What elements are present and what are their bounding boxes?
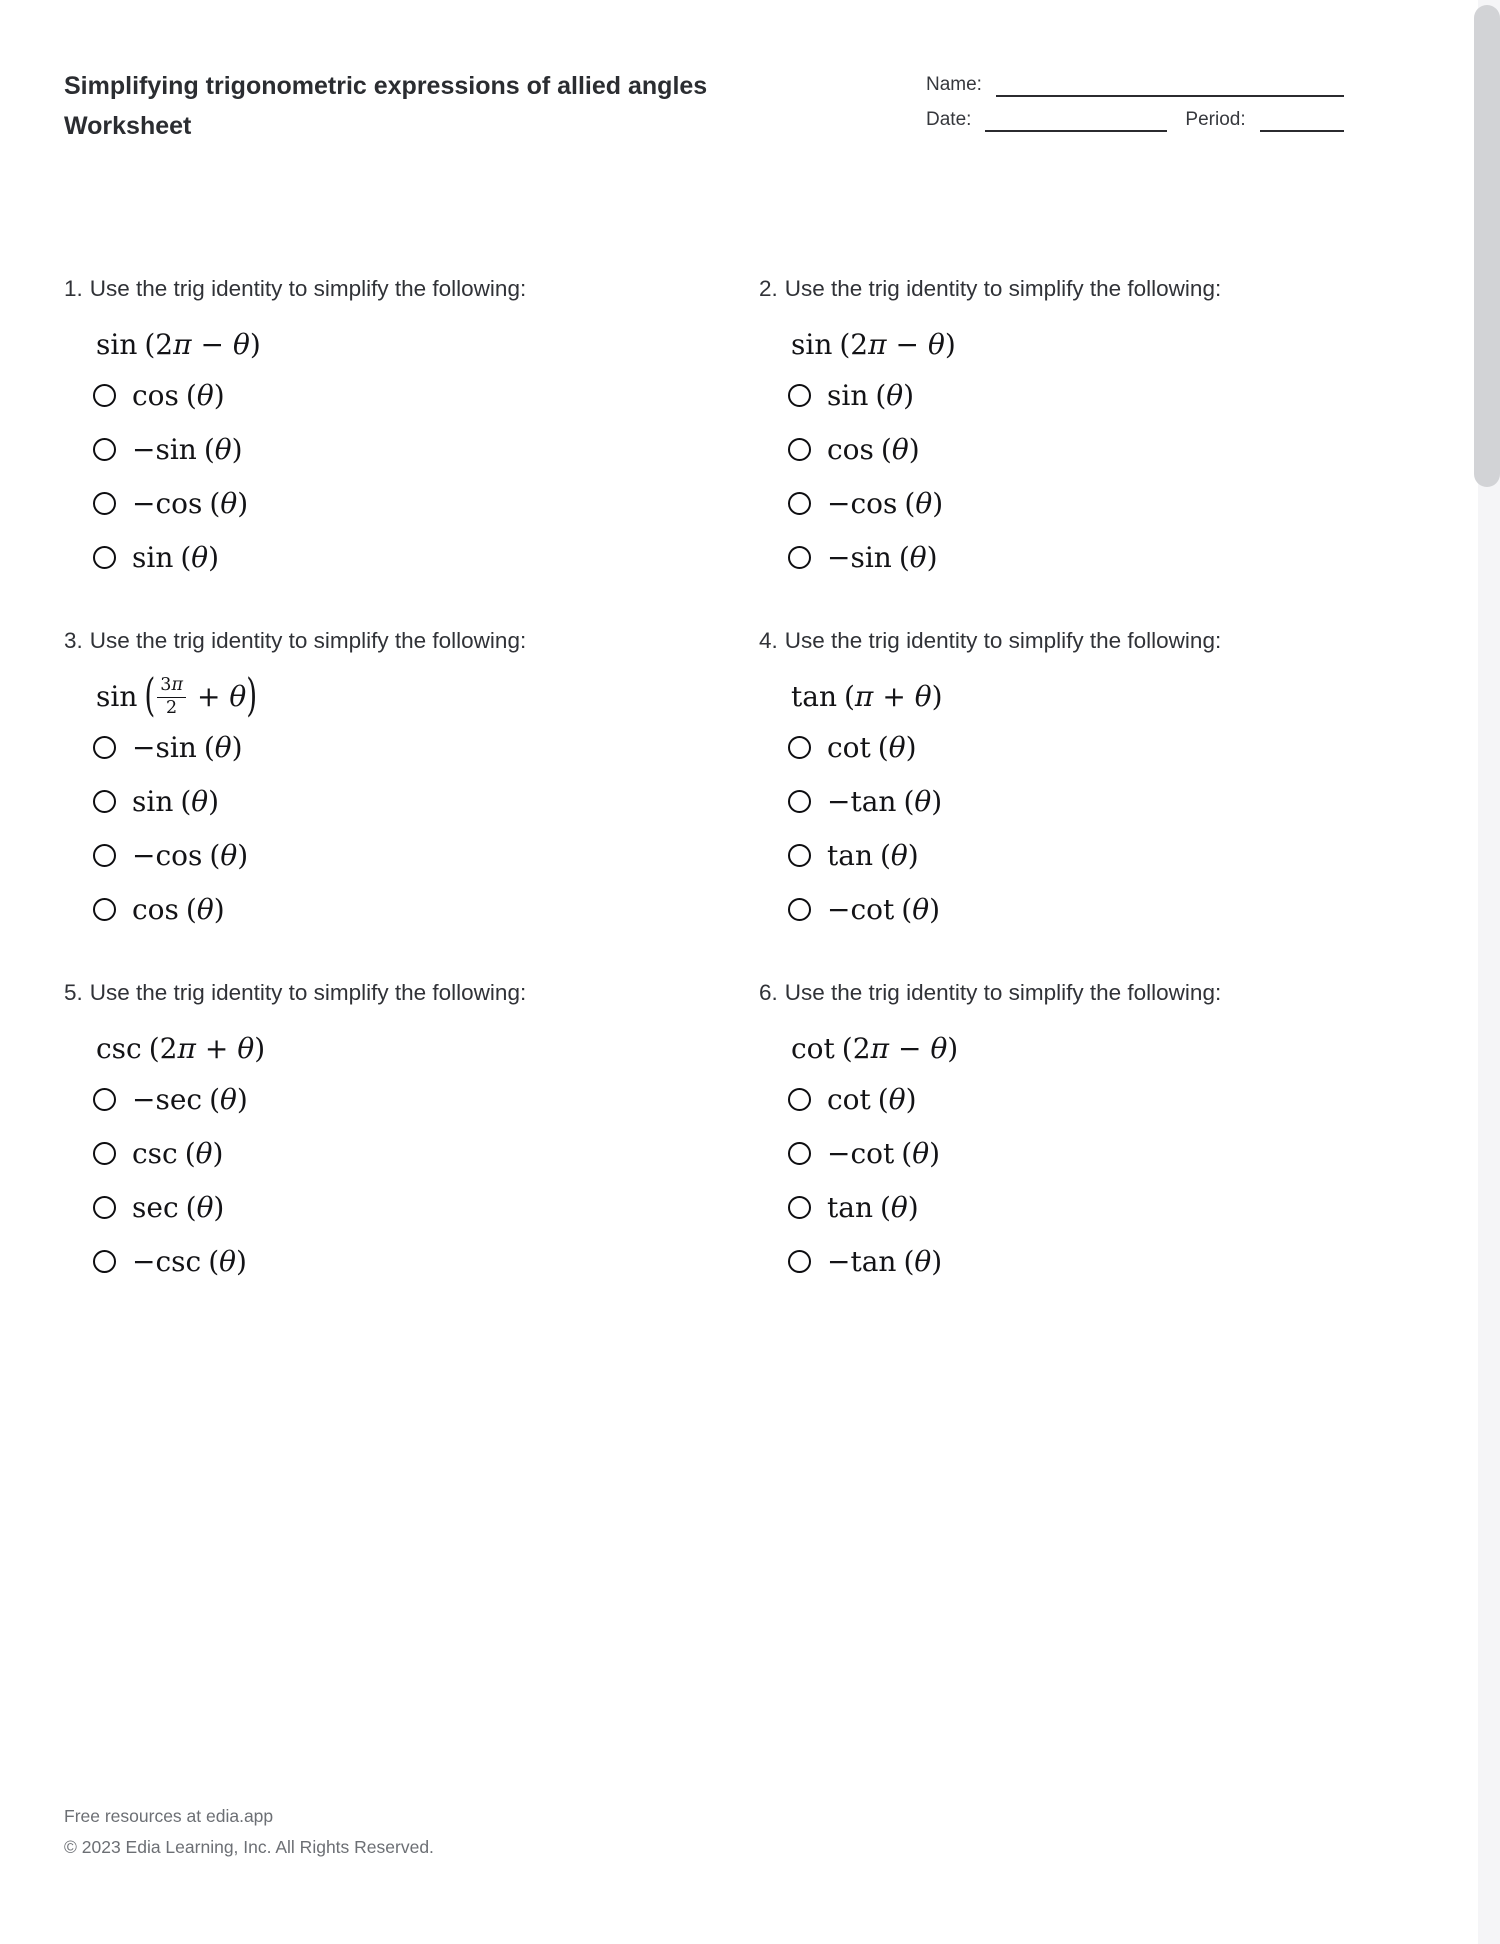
- right-paren: ): [931, 679, 943, 713]
- answer-option[interactable]: [788, 838, 1344, 872]
- left-paren: (: [144, 327, 156, 361]
- answer-option-label: − csc ( θ ): [132, 1244, 247, 1278]
- theta-symbol: θ: [229, 679, 247, 713]
- question-number: 6.: [759, 980, 778, 1005]
- name-field-row: [926, 74, 1344, 100]
- radio-button[interactable]: [788, 546, 811, 569]
- answer-option[interactable]: [788, 1136, 1344, 1170]
- left-paren: (: [839, 327, 851, 361]
- pi-symbol: π: [854, 679, 874, 713]
- right-paren: ): [947, 1031, 959, 1065]
- answer-option[interactable]: [788, 892, 1344, 926]
- question-number: 2.: [759, 276, 778, 301]
- answer-option[interactable]: [93, 1082, 649, 1116]
- trig-function: tan: [791, 679, 837, 713]
- answer-option[interactable]: [93, 378, 649, 412]
- question-prompt: [64, 626, 649, 656]
- question-prompt: [64, 274, 649, 304]
- question-prompt-text: Use the trig identity to simplify the following:: [784, 980, 1222, 1005]
- date-label: Date:: [926, 109, 972, 130]
- theta-symbol: θ: [928, 327, 945, 361]
- radio-button[interactable]: [93, 546, 116, 569]
- answer-option[interactable]: [788, 540, 1344, 574]
- radio-button[interactable]: [93, 492, 116, 515]
- operator: +: [882, 679, 906, 713]
- answer-option-label: − sec ( θ ): [132, 1082, 248, 1116]
- right-paren: ): [254, 1031, 266, 1065]
- answer-option[interactable]: [788, 1082, 1344, 1116]
- date-period-field-row: [926, 109, 1344, 135]
- answer-option[interactable]: [788, 432, 1344, 466]
- trig-function: sin: [96, 679, 138, 713]
- name-blank-line: [996, 95, 1344, 97]
- radio-button[interactable]: [93, 844, 116, 867]
- answer-option-label: − sin ( θ ): [827, 540, 938, 574]
- answer-option[interactable]: [93, 1244, 649, 1278]
- radio-button[interactable]: [93, 438, 116, 461]
- answer-option-label: cot ( θ ): [827, 730, 917, 764]
- answer-option-label: − cot ( θ ): [827, 1136, 940, 1170]
- right-paren: ): [249, 327, 261, 361]
- answer-option-label: sec ( θ ): [132, 1190, 225, 1224]
- question-number: 1.: [64, 276, 83, 301]
- radio-button[interactable]: [788, 1142, 811, 1165]
- answer-option[interactable]: [93, 540, 649, 574]
- answer-option-label: sin ( θ ): [132, 784, 220, 818]
- operator: +: [204, 1031, 229, 1065]
- answer-option[interactable]: [93, 784, 649, 818]
- pi-symbol: π: [177, 1031, 196, 1065]
- name-label: Name:: [926, 74, 982, 95]
- worksheet-title-line2: Worksheet: [64, 112, 192, 140]
- radio-button[interactable]: [788, 1250, 811, 1273]
- answer-option[interactable]: [93, 432, 649, 466]
- radio-button[interactable]: [788, 790, 811, 813]
- answer-option[interactable]: [788, 378, 1344, 412]
- trig-function: sin: [96, 327, 138, 361]
- answer-option-label: − sin ( θ ): [132, 730, 243, 764]
- period-blank-line: [1260, 130, 1344, 132]
- pi-symbol: π: [868, 327, 887, 361]
- question-prompt-text: Use the trig identity to simplify the following:: [784, 276, 1222, 301]
- question-2: [759, 274, 1344, 574]
- question-3: [64, 626, 649, 926]
- operator: −: [897, 1031, 922, 1065]
- radio-button[interactable]: [93, 736, 116, 759]
- worksheet-title-line1: Simplifying trigonometric expressions of allied angles: [64, 72, 708, 100]
- pi-symbol: π: [870, 1031, 889, 1065]
- math-expression: [96, 318, 649, 370]
- worksheet-title: [64, 66, 707, 146]
- answer-option-label: − cos ( θ ): [827, 486, 944, 520]
- radio-button[interactable]: [93, 1088, 116, 1111]
- question-number: 5.: [64, 980, 83, 1005]
- answer-option-label: − cot ( θ ): [827, 892, 940, 926]
- radio-button[interactable]: [93, 790, 116, 813]
- radio-button[interactable]: [788, 898, 811, 921]
- trig-function: cot: [791, 1031, 835, 1065]
- coefficient: 2: [155, 327, 174, 361]
- answer-option-label: − cos ( θ ): [132, 838, 249, 872]
- question-4: [759, 626, 1344, 926]
- answer-option-label: sin ( θ ): [132, 540, 220, 574]
- answer-option-label: cos ( θ ): [827, 432, 920, 466]
- question-number: 4.: [759, 628, 778, 653]
- radio-button[interactable]: [788, 844, 811, 867]
- right-paren: ): [246, 668, 258, 722]
- coefficient: 2: [159, 1031, 178, 1065]
- coefficient: 2: [852, 1031, 871, 1065]
- theta-symbol: θ: [930, 1031, 948, 1065]
- trig-function: csc: [96, 1031, 142, 1065]
- radio-button[interactable]: [788, 492, 811, 515]
- math-expression: [791, 670, 1344, 722]
- answer-option[interactable]: [788, 1190, 1344, 1224]
- questions-grid: [64, 274, 1500, 1278]
- operator: −: [200, 327, 224, 361]
- radio-button[interactable]: [93, 1196, 116, 1219]
- radio-button[interactable]: [788, 736, 811, 759]
- radio-button[interactable]: [93, 1250, 116, 1273]
- answer-option-label: tan ( θ ): [827, 838, 919, 872]
- question-prompt: [759, 978, 1344, 1008]
- footer-resources-text: Free resources at edia.app: [64, 1806, 274, 1826]
- question-6: [759, 978, 1344, 1278]
- answer-option-label: sin ( θ ): [827, 378, 915, 412]
- coefficient: 2: [850, 327, 869, 361]
- question-prompt: [64, 978, 649, 1008]
- radio-button[interactable]: [788, 1196, 811, 1219]
- theta-symbol: θ: [233, 327, 250, 361]
- operator: +: [196, 679, 221, 713]
- question-5: [64, 978, 649, 1278]
- pi-symbol: π: [173, 327, 192, 361]
- question-number: 3.: [64, 628, 83, 653]
- answer-option[interactable]: [788, 784, 1344, 818]
- radio-button[interactable]: [93, 1142, 116, 1165]
- answer-option[interactable]: [788, 486, 1344, 520]
- math-expression: [96, 1022, 649, 1074]
- answer-option-label: − tan ( θ ): [827, 784, 943, 818]
- radio-button[interactable]: [93, 898, 116, 921]
- question-prompt: [759, 626, 1344, 656]
- scrollbar-thumb[interactable]: [1474, 5, 1500, 487]
- answer-option-label: csc ( θ ): [132, 1136, 224, 1170]
- question-prompt-text: Use the trig identity to simplify the following:: [89, 276, 527, 301]
- trig-function: sin: [791, 327, 833, 361]
- math-expression: [791, 318, 1344, 370]
- answer-option-label: − tan ( θ ): [827, 1244, 943, 1278]
- math-expression: [791, 1022, 1344, 1074]
- answer-option[interactable]: [788, 1244, 1344, 1278]
- question-prompt-text: Use the trig identity to simplify the following:: [89, 628, 527, 653]
- radio-button[interactable]: [788, 384, 811, 407]
- question-prompt-text: Use the trig identity to simplify the following:: [89, 980, 527, 1005]
- left-paren: (: [148, 1031, 160, 1065]
- period-label: Period:: [1185, 109, 1246, 130]
- answer-option-label: cot ( θ ): [827, 1082, 917, 1116]
- answer-option[interactable]: [788, 730, 1344, 764]
- radio-button[interactable]: [93, 384, 116, 407]
- math-expression: [96, 670, 649, 722]
- radio-button[interactable]: [788, 438, 811, 461]
- document-header: [0, 0, 1500, 146]
- answer-option[interactable]: [93, 486, 649, 520]
- question-1: [64, 274, 649, 574]
- answer-option-label: − cos ( θ ): [132, 486, 249, 520]
- theta-symbol: θ: [914, 679, 932, 713]
- answer-option-label: tan ( θ ): [827, 1190, 919, 1224]
- answer-option-label: cos ( θ ): [132, 892, 225, 926]
- question-prompt: [759, 274, 1344, 304]
- left-paren: (: [144, 668, 156, 722]
- page-footer: [64, 1801, 434, 1863]
- answer-option[interactable]: [93, 838, 649, 872]
- left-paren: (: [843, 679, 855, 713]
- fraction: 3 π 2: [157, 677, 186, 717]
- answer-option[interactable]: [93, 1190, 649, 1224]
- date-blank-line: [985, 130, 1167, 132]
- operator: −: [895, 327, 919, 361]
- student-info-fields: [926, 74, 1344, 144]
- right-paren: ): [944, 327, 956, 361]
- footer-copyright-text: © 2023 Edia Learning, Inc. All Rights Reserved.: [64, 1837, 434, 1857]
- answer-option[interactable]: [93, 730, 649, 764]
- answer-option-label: cos ( θ ): [132, 378, 225, 412]
- question-prompt-text: Use the trig identity to simplify the following:: [784, 628, 1222, 653]
- radio-button[interactable]: [788, 1088, 811, 1111]
- answer-option-label: − sin ( θ ): [132, 432, 243, 466]
- left-paren: (: [841, 1031, 853, 1065]
- answer-option[interactable]: [93, 1136, 649, 1170]
- answer-option[interactable]: [93, 892, 649, 926]
- theta-symbol: θ: [237, 1031, 255, 1065]
